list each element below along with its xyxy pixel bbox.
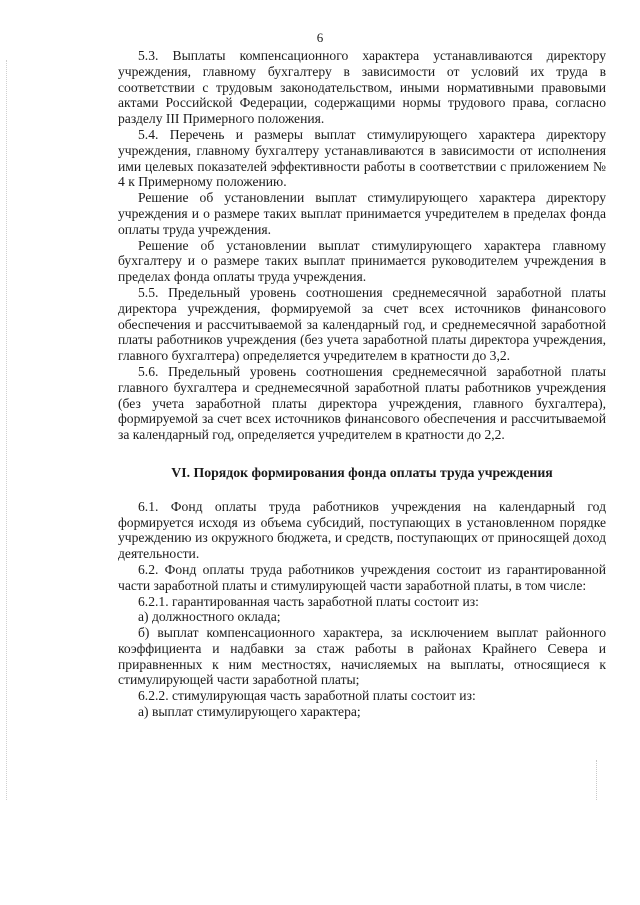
paragraph-5-5: 5.5. Предельный уровень соотношения среднемесячной заработной платы директора учреждения, формируемой за счет всех источников финансового обеспечения и рассчитываемой за календарный год, и среднемесячной заработной платы работников учреждения (без учета заработной платы директора учреждения, главного бухгалтера) определяется учредителем в кратности до 3,2. — [118, 284, 606, 364]
paragraph-6-2-2: 6.2.2. стимулирующая часть заработной платы состоит из: — [138, 688, 476, 704]
list-item-a-incentive: а) выплат стимулирующего характера; — [138, 704, 361, 720]
paragraph-accountant-decision: Решение об установлении выплат стимулирующего характера главному бухгалтеру и о размере таких выплат принимается руководителем учреждения в пределах фонда оплаты труда учреждения. — [118, 237, 606, 285]
section-heading: VI. Порядок формирования фонда оплаты труда учреждения — [171, 464, 553, 480]
paragraph-5-6: 5.6. Предельный уровень соотношения среднемесячной заработной платы главного бухгалтера и среднемесячной заработной платы работников учреждения (без учета заработной платы директора учреждения, главного бухгалтера), формируемой за счет всех источников финансового обеспечения и рассчитываемой за календарный год, определяется учредителем в кратности до 2,2. — [118, 363, 606, 443]
paragraph-6-1: 6.1. Фонд оплаты труда работников учреждения на календарный год формируется исходя из объема субсидий, поступающих в установленном порядке учреждению из окружного бюджета, и средств, поступающих от приносящей доход деятельности. — [118, 498, 606, 562]
scan-edge-marks — [596, 760, 598, 800]
paragraph-director-decision: Решение об установлении выплат стимулирующего характера директору учреждения и о размере таких выплат принимается учредителем в пределах фонда оплаты труда учреждения. — [118, 190, 606, 237]
page-number: 6 — [316, 30, 324, 45]
list-item-b-compensation: б) выплат компенсационного характера, за исключением выплат районного коэффициента и надбавки за стаж работы в районах Крайнего Севера и приравненных к ним местностях, начисляемых на выплаты, относящиеся к стимулирующей части заработной платы; — [118, 625, 606, 688]
paragraph-6-2-1: 6.2.1. гарантированная часть заработной платы состоит из: — [138, 593, 479, 609]
paragraph-5-3: 5.3. Выплаты компенсационного характера устанавливаются директору учреждения, главному бухгалтеру в зависимости от условий их труда в соответствии с трудовым законодательством, иными нормативными правовыми актами Российской Федерации, содержащими нормы трудового права, согласно разделу III Примерного положения. — [118, 48, 606, 127]
paragraph-5-4: 5.4. Перечень и размеры выплат стимулирующего характера директору учреждения, главному бухгалтеру устанавливаются в зависимости от исполнения ими целевых показателей эффективности работы в соответствии с приложением № 4 к Примерному положению. — [118, 126, 606, 190]
document-body — [118, 48, 606, 720]
list-item-a-salary: а) должностного оклада; — [138, 609, 281, 625]
scan-margin-marks — [6, 60, 8, 800]
paragraph-6-2: 6.2. Фонд оплаты труда работников учреждения состоит из гарантированной части заработной платы и стимулирующей части заработной платы, в том числе: — [118, 561, 606, 593]
